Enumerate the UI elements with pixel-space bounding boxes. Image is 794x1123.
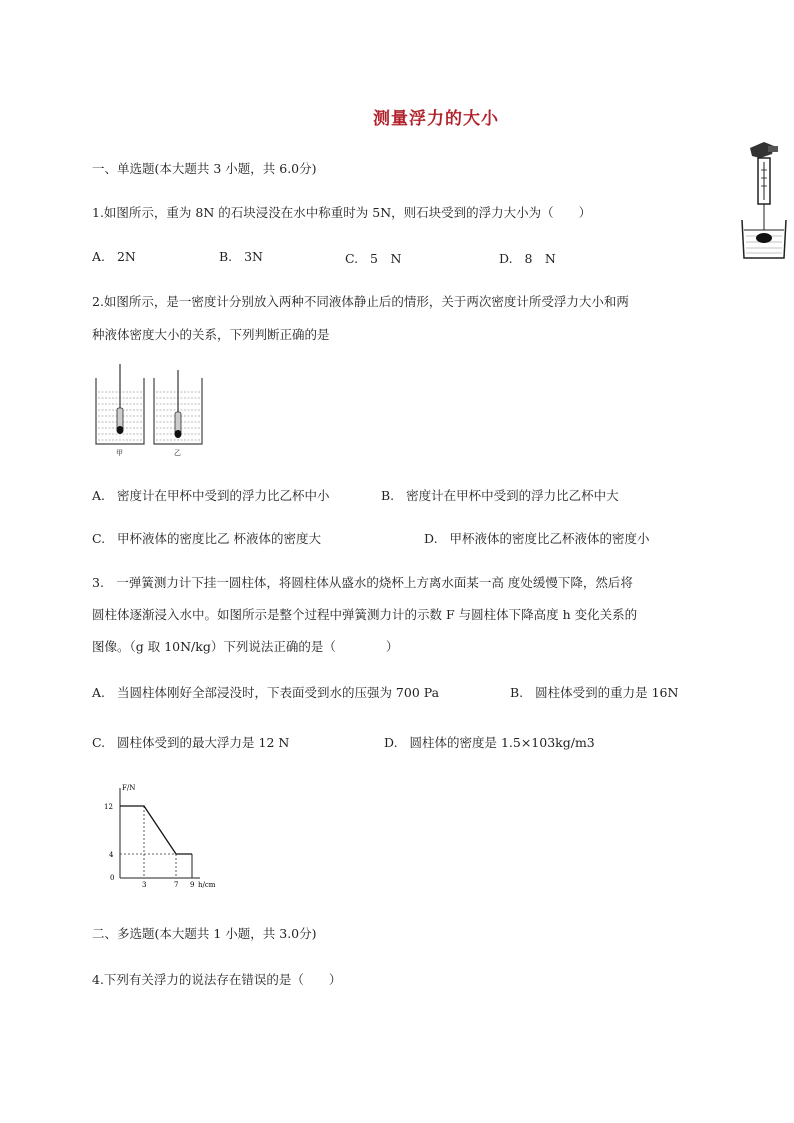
option-c: [92, 529, 321, 547]
option-d: [499, 249, 556, 267]
origin-label: 0: [110, 874, 115, 882]
beaker-left: [96, 364, 144, 444]
option-text: 当圆柱体刚好全部浸没时，下表面受到水的压强为 700 Pa: [116, 685, 440, 700]
question-1-stem: 1.如图所示，重为 8N 的石块浸没在水中称重时为 5N，则石块受到的浮力大小为（ ）: [92, 205, 592, 220]
option-b: [381, 486, 619, 504]
question-3-stem-line1: 3. 一弹簧测力计下挂一圆柱体，将圆柱体从盛水的烧杯上方离水面某一高 度处缓慢下降，然后将: [92, 575, 633, 590]
option-text: 5 N: [370, 251, 402, 266]
stone-icon: [756, 233, 772, 243]
page-title: 测量浮力的大小: [373, 109, 499, 129]
option-b: [510, 683, 678, 701]
option-a: [92, 683, 439, 701]
option-text: 密度计在甲杯中受到的浮力比乙杯中小: [116, 488, 330, 503]
option-text: 圆柱体受到的重力是 16N: [535, 685, 679, 700]
option-letter: A.: [92, 685, 106, 700]
option-letter: C.: [92, 735, 106, 750]
option-text: 圆柱体受到的最大浮力是 12 N: [117, 735, 290, 750]
x-tick-label-9: 9: [190, 881, 195, 889]
x-tick-label-7: 7: [174, 881, 179, 889]
option-letter: D.: [424, 531, 438, 546]
x-tick-label-3: 3: [142, 881, 147, 889]
y-tick-label-12: 12: [104, 803, 113, 811]
question-2-stem-line1: 2.如图所示，是一密度计分别放入两种不同液体静止后的情形，关于两次密度计所受浮力大小和两: [92, 294, 629, 309]
section-heading-single-choice: 一、单选题(本大题共 3 小题，共 6.0分): [92, 161, 317, 176]
option-text: 2N: [116, 249, 136, 264]
y-tick-label-4: 4: [109, 851, 114, 859]
two-beakers-drawing: [92, 360, 207, 448]
spring-scale-figure: [738, 140, 788, 262]
section-heading-multiple-choice: 二、多选题(本大题共 1 小题，共 3.0分): [92, 926, 317, 941]
question-3-stem-line3: 图像。（g 取 10N/kg）下列说法正确的是（ ）: [92, 639, 399, 654]
option-a: [92, 486, 329, 504]
option-letter: D.: [499, 251, 513, 266]
option-c: [345, 249, 401, 267]
hydrometer-figure: [92, 360, 207, 458]
option-text: 8 N: [524, 251, 556, 266]
option-a: [92, 249, 136, 264]
question-3-stem-line2: 圆柱体逐渐浸入水中。如图所示是整个过程中弹簧测力计的示数 F 与圆柱体下降高度 h 变化关系的: [92, 607, 638, 622]
beaker-right: [154, 370, 202, 444]
figure-label-jia: 甲: [116, 449, 123, 457]
force-height-chart: [100, 780, 230, 892]
option-d: [424, 529, 650, 547]
y-axis-label: F/N: [122, 784, 136, 792]
option-letter: A.: [92, 249, 106, 264]
question-2-stem-line2: 种液体密度大小的关系，下列判断正确的是: [92, 327, 330, 342]
option-text: 甲杯液体的密度比乙 杯液体的密度大: [117, 531, 321, 546]
question-4-stem: 4.下列有关浮力的说法存在错误的是（ ）: [92, 972, 342, 987]
option-letter: B.: [510, 685, 524, 700]
option-letter: A.: [92, 488, 106, 503]
option-letter: B.: [381, 488, 395, 503]
option-text: 圆柱体的密度是 1.5×103kg/m3: [409, 735, 595, 750]
option-letter: C.: [92, 531, 106, 546]
option-c: [92, 733, 289, 751]
option-b: [219, 249, 263, 264]
clamp-icon: [750, 142, 778, 158]
x-axis-label: h/cm: [198, 881, 216, 889]
option-letter: D.: [384, 735, 398, 750]
option-d: [384, 733, 595, 751]
series-line: [120, 806, 192, 854]
option-text: 甲杯液体的密度比乙杯液体的密度小: [449, 531, 650, 546]
option-letter: C.: [345, 251, 359, 266]
option-text: 密度计在甲杯中受到的浮力比乙杯中大: [406, 488, 619, 503]
option-letter: B.: [219, 249, 233, 264]
option-text: 3N: [244, 249, 263, 264]
figure-label-yi: 乙: [174, 449, 181, 457]
